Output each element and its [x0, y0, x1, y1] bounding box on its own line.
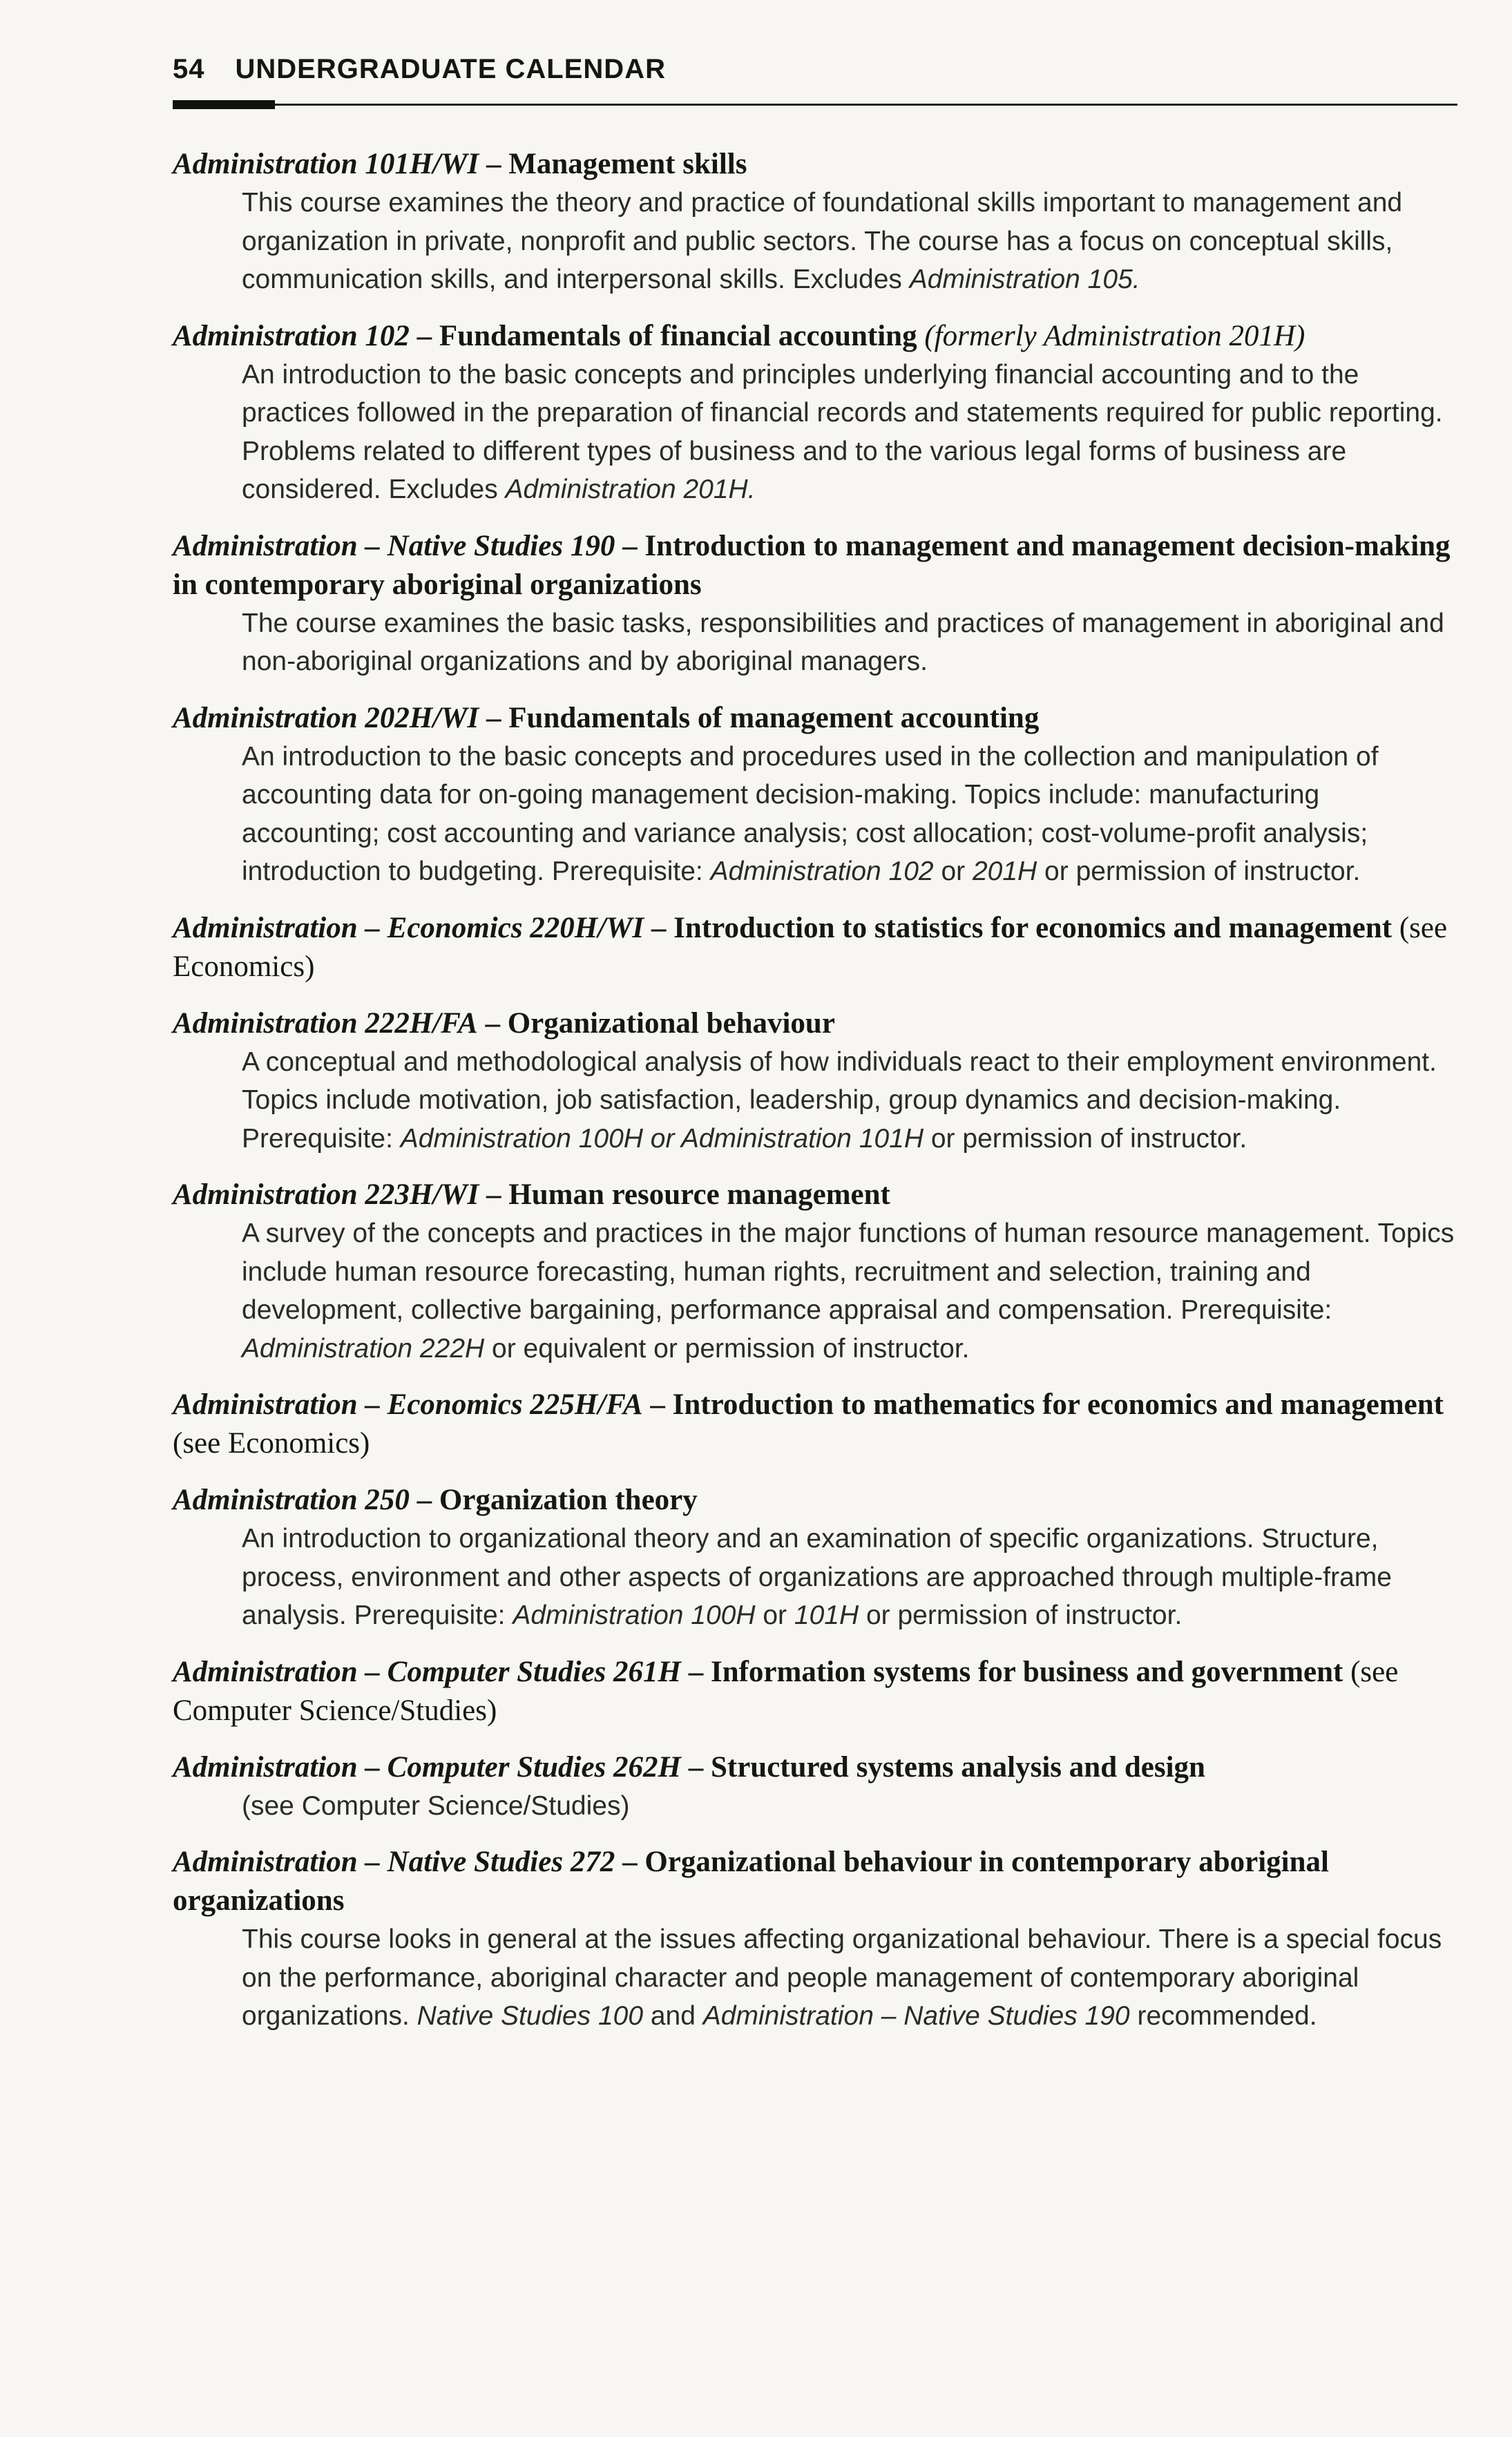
course-code: Administration 102: [173, 319, 410, 352]
course-heading: [173, 527, 1461, 604]
course-sep: –: [680, 1655, 711, 1688]
course-sep: –: [409, 1484, 439, 1516]
course-code: Administration – Economics 225H/FA: [173, 1388, 643, 1421]
course-heading: [173, 1481, 1461, 1520]
course-sep: –: [479, 701, 509, 734]
course-sep: –: [477, 1006, 508, 1040]
course-heading: [173, 1748, 1461, 1787]
course-title: Management skills: [508, 148, 747, 180]
course-title: Structured systems analysis and design: [710, 1750, 1205, 1784]
course-description: [242, 604, 1461, 681]
desc-ref: Administration 201H.: [505, 475, 756, 504]
desc-text: or permission of instructor.: [859, 1600, 1183, 1630]
course-entry: [173, 1843, 1461, 2036]
course-title: Information systems for business and government: [710, 1655, 1343, 1688]
desc-ref: Administration 102: [710, 857, 934, 886]
course-see-note: (see Economics): [173, 1427, 370, 1460]
course-heading: [173, 1004, 1461, 1043]
course-heading: [173, 909, 1461, 986]
desc-text: This course examines the theory and practice of foundational skills important to management and organization in private, nonprofit and public sectors. The course has a focus on conceptual skills, communication skills, and interpersonal skills. Excludes: [242, 188, 1403, 294]
desc-text: This course looks in general at the issues affecting organizational behaviour. There is a special focus on the performance, aboriginal character and people management of contemporary aboriginal organizations.: [242, 1924, 1442, 2031]
course-heading: [173, 1653, 1461, 1730]
course-heading: [173, 1176, 1461, 1214]
course-entry: [173, 317, 1461, 509]
course-entry: [173, 527, 1461, 681]
course-code: Administration – Economics 220H/WI: [173, 911, 644, 944]
course-description: [242, 356, 1461, 509]
header-rule-thick: [173, 100, 275, 109]
course-heading: [173, 317, 1461, 356]
desc-text: The course examines the basic tasks, responsibilities and practices of management in aboriginal and non-aboriginal organizations and by aboriginal managers.: [242, 608, 1444, 676]
desc-ref: Administration 100H: [513, 1600, 756, 1630]
course-code: Administration 222H/FA: [173, 1006, 478, 1040]
course-entry: [173, 1386, 1461, 1463]
course-sep: –: [680, 1750, 711, 1784]
course-title: Introduction to mathematics for economics and management: [672, 1388, 1444, 1421]
course-sep: –: [409, 319, 439, 352]
course-entry: [173, 1176, 1461, 1368]
course-list: [173, 145, 1461, 2054]
course-see-note: (see Economics): [173, 911, 1448, 983]
course-sep: –: [644, 911, 674, 944]
desc-ref: Administration – Native Studies 190: [702, 2001, 1130, 2031]
course-title: Organizational behaviour: [507, 1006, 835, 1040]
page-number: 54: [173, 54, 205, 84]
course-heading: [173, 1386, 1461, 1463]
course-description: [242, 184, 1461, 299]
course-entry: [173, 1748, 1461, 1826]
course-code: Administration 223H/WI: [173, 1178, 479, 1211]
desc-ref: Native Studies 100: [417, 2001, 644, 2031]
desc-text: or permission of instructor.: [1037, 857, 1361, 886]
course-description: [242, 1214, 1461, 1368]
desc-text: or: [755, 1600, 794, 1630]
course-former-code: (formerly Administration 201H): [917, 319, 1305, 352]
desc-ref: Administration 222H: [242, 1333, 485, 1364]
course-see-note: (see Computer Science/Studies): [242, 1790, 630, 1821]
desc-text: An introduction to organizational theory and an examination of specific organizations. Structure, process, environment and other aspects of organizations are approached through multiple-frame analysis. Prerequisite:: [242, 1524, 1392, 1630]
desc-ref: Administration 105.: [909, 265, 1140, 294]
course-heading: [173, 145, 1461, 184]
course-code: Administration – Native Studies 272: [173, 1846, 615, 1878]
course-heading: [173, 699, 1461, 738]
course-sep: –: [615, 529, 645, 562]
desc-text: A survey of the concepts and practices in the major functions of human resource management. Topics include human resource forecasting, human rights, recruitment and selection, training and development, collective bargaining, performance appraisal and compensation. Prerequisite:: [242, 1218, 1455, 1325]
course-title: Human resource management: [508, 1178, 890, 1211]
desc-ref: Administration 100H or Administration 101H: [400, 1123, 924, 1154]
course-entry: [173, 909, 1461, 986]
course-entry: [173, 699, 1461, 891]
course-code: Administration – Native Studies 190: [173, 529, 615, 562]
course-code: Administration – Computer Studies 262H: [173, 1750, 681, 1784]
desc-text: or permission of instructor.: [924, 1123, 1247, 1154]
running-title: UNDERGRADUATE CALENDAR: [235, 54, 666, 84]
course-title: Introduction to statistics for economics and management: [673, 911, 1393, 944]
course-code: Administration 250: [173, 1484, 410, 1516]
course-see-note: (see Computer Science/Studies): [173, 1655, 1399, 1727]
course-description: [242, 1920, 1461, 2036]
course-title: Organization theory: [439, 1484, 698, 1516]
desc-ref: 201H: [972, 857, 1037, 886]
course-sep: –: [479, 148, 509, 180]
course-entry: [173, 145, 1461, 299]
course-code: Administration 101H/WI: [173, 148, 479, 180]
desc-text: or equivalent or permission of instructor.: [484, 1333, 970, 1364]
course-title: Organizational behaviour in contemporary aboriginal organizations: [173, 1846, 1329, 1917]
course-code: Administration 202H/WI: [173, 701, 479, 734]
desc-text: and: [643, 2001, 703, 2031]
desc-text: An introduction to the basic concepts and procedures used in the collection and manipulation of accounting data for on-going management decision-making. Topics include: manufacturing accounting; cost accounting and variance analysis; cost allocation; cost-volume-profit analysis; introduction to budgeting. Prerequisite:: [242, 741, 1379, 886]
course-entry: [173, 1481, 1461, 1635]
course-description: [242, 738, 1461, 891]
desc-text: An introduction to the basic concepts and principles underlying financial accounting and to the practices followed in the preparation of financial records and statements required for public reporting. Problems related to different types of business and to the various legal forms of business are considered. Excludes: [242, 359, 1443, 504]
course-entry: [173, 1004, 1461, 1158]
desc-text: recommended.: [1129, 2001, 1317, 2031]
course-sep: –: [479, 1178, 509, 1211]
desc-ref: 101H: [794, 1600, 859, 1630]
course-title: Fundamentals of financial accounting: [439, 319, 917, 352]
course-heading: [173, 1843, 1461, 1920]
course-entry: [173, 1653, 1461, 1730]
course-title: Fundamentals of management accounting: [508, 701, 1040, 734]
course-description: [242, 1043, 1461, 1158]
course-sep: –: [615, 1846, 645, 1878]
desc-text: A conceptual and methodological analysis of how individuals react to their employment environment. Topics include motivation, job satisfaction, leadership, group dynamics and decision-making. Prerequisite:: [242, 1047, 1437, 1154]
header-rule: [173, 99, 1457, 110]
desc-text: or: [933, 857, 973, 886]
course-title: Introduction to management and management decision-making in contemporary aboriginal organizations: [173, 529, 1451, 601]
header-rule-thin: [173, 104, 1457, 106]
course-code: Administration – Computer Studies 261H: [173, 1655, 681, 1688]
course-description: [242, 1520, 1461, 1635]
page-header: [173, 54, 1457, 110]
course-sep: –: [642, 1388, 673, 1421]
